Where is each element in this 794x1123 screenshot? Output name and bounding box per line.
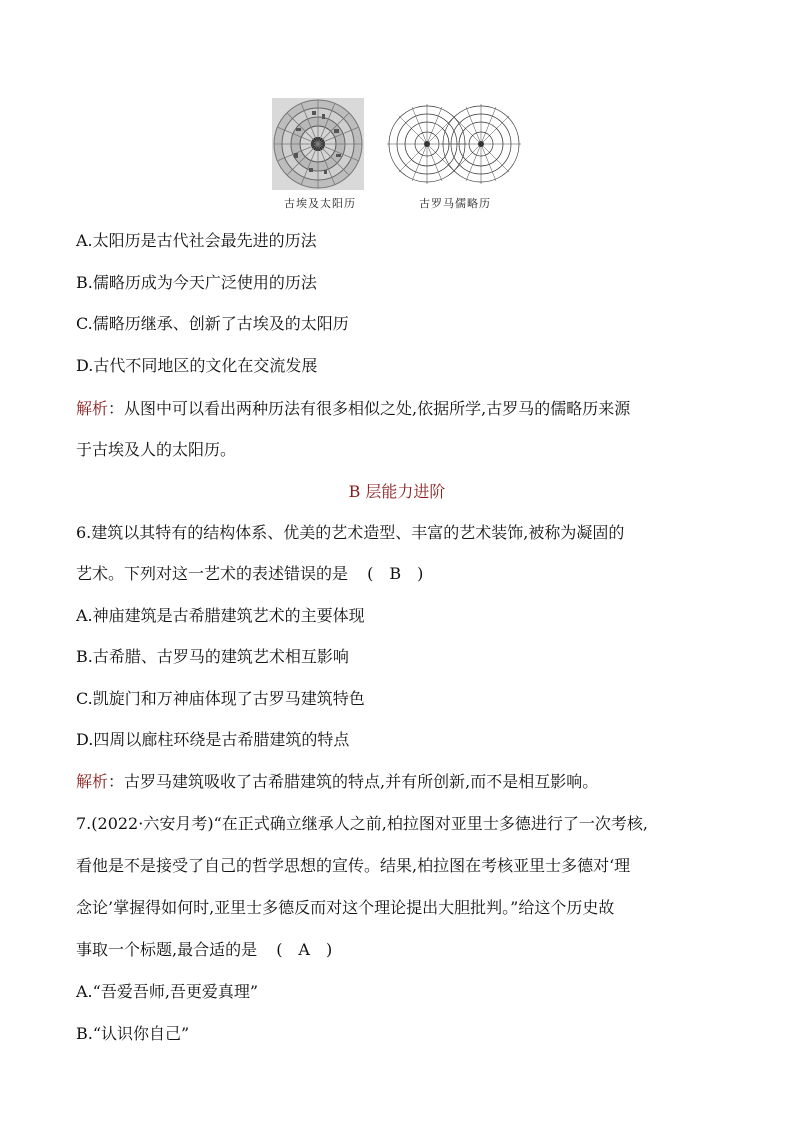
egypt-calendar-caption: 古埃及太阳历 (284, 197, 356, 210)
q7-option-a: A.“吾爱吾师,吾更爱真理” (76, 982, 259, 1001)
q7-stem-line1: 7.(2022·六安月考)“在正式确立继承人之前,柏拉图对亚里士多德进行了一次考核, (76, 814, 648, 833)
q6-option-d: D.四周以廊柱环绕是古希腊建筑的特点 (76, 730, 350, 749)
q5-option-a: A.太阳历是古代社会最先进的历法 (76, 231, 317, 250)
rome-calendar-caption: 古罗马儒略历 (419, 197, 491, 210)
q5-analysis-continued: 于古埃及人的太阳历。 (76, 440, 237, 459)
q7-stem-line3: 念论’掌握得如何时,亚里士多德反而对这个理论提出大胆批判。”给这个历史故 (76, 898, 615, 917)
egypt-calendar-image (272, 98, 364, 190)
q5-option-c: C.儒略历继承、创新了古埃及的太阳历 (76, 314, 349, 333)
q5-analysis-text: ：从图中可以看出两种历法有很多相似之处,依据所学,古罗马的儒略历来源 (108, 399, 631, 418)
rome-calendar-figure (387, 98, 523, 211)
figures-row (0, 98, 794, 218)
q6-analysis-label: 解析 (76, 772, 109, 791)
q6-option-a: A.神庙建筑是古希腊建筑艺术的主要体现 (76, 606, 365, 625)
q7-option-b: B.“认识你自己” (76, 1024, 190, 1043)
q6-option-b: B.古希腊、古罗马的建筑艺术相互影响 (76, 647, 349, 666)
q5-option-d: D.古代不同地区的文化在交流发展 (76, 356, 318, 375)
q6-stem-line1: 6.建筑以其特有的结构体系、优美的艺术造型、丰富的艺术装饰,被称为凝固的 (76, 523, 625, 542)
q5-option-b: B.儒略历成为今天广泛使用的历法 (76, 273, 317, 292)
q7-stem-line2: 看他是不是接受了自己的哲学思想的宣传。结果,柏拉图在考核亚里士多德对‘理 (76, 856, 631, 875)
section-title: B 层能力进阶 (348, 482, 446, 501)
q7-answer: ( A ) (276, 940, 333, 959)
q7-stem-text: 事取一个标题,最合适的是 (76, 940, 258, 959)
q6-answer: ( B ) (367, 564, 424, 583)
egypt-calendar-figure (272, 98, 368, 211)
q5-analysis (76, 398, 724, 420)
q6-analysis (76, 771, 724, 793)
q6-option-c: C.凯旋门和万神庙体现了古罗马建筑特色 (76, 689, 365, 708)
rome-calendar-image (387, 98, 521, 190)
q6-stem-line2 (76, 563, 724, 585)
q6-analysis-text: ：古罗马建筑吸收了古希腊建筑的特点,并有所创新,而不是相互影响。 (108, 772, 599, 791)
q7-stem-line4 (76, 939, 724, 961)
q6-stem-text: 艺术。下列对这一艺术的表述错误的是 (76, 564, 349, 583)
q5-analysis-label: 解析 (76, 399, 109, 418)
